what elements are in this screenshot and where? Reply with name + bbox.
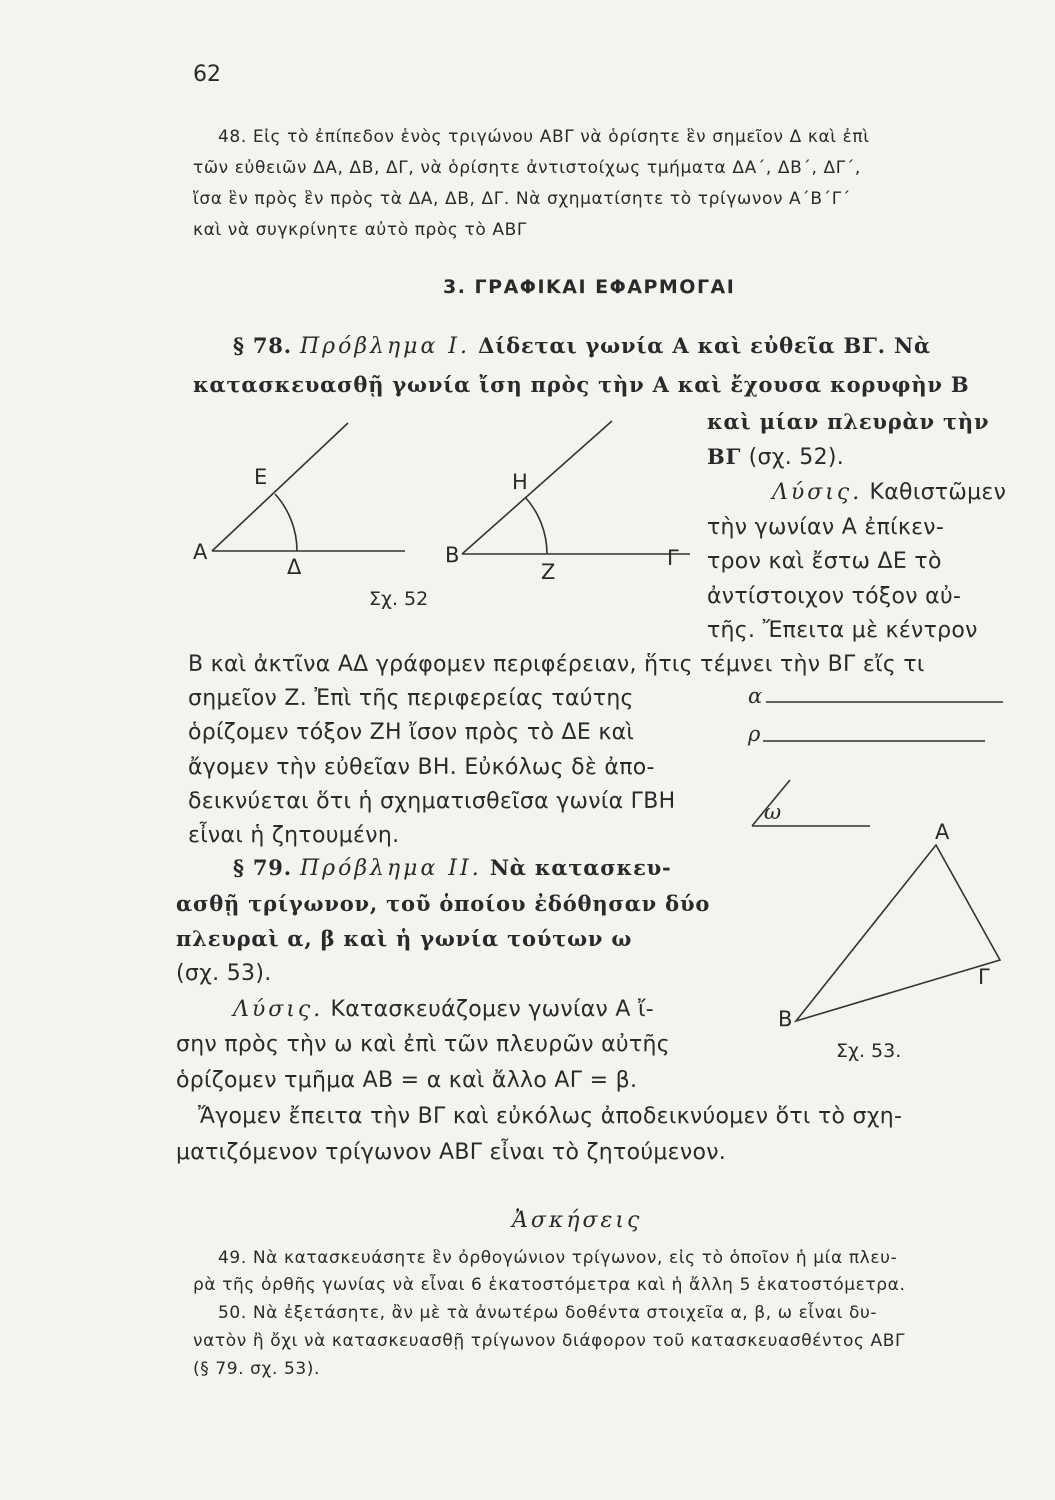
- exercise-line: 49. Νὰ κατασκευάσητε ἓν ὀρθογώνιον τρίγωνον, εἰς τὸ ὁποῖον ἡ μία πλευ-: [218, 1248, 898, 1268]
- figure-reference: (σχ. 53).: [176, 961, 272, 986]
- page-number: 62: [193, 62, 221, 87]
- solution-line: εἶναι ἡ ζητουμένη.: [188, 823, 400, 848]
- solution-line: ἄγομεν τὴν εὐθεῖαν ΒΗ. Εὐκόλως δὲ ἀπο-: [188, 755, 655, 780]
- exercise-line: νατὸν ἢ ὄχι νὰ κατασκευασθῇ τρίγωνον διάφορον τοῦ κατασκευασθέντος ΑΒΓ: [193, 1331, 906, 1351]
- exercise-line: (§ 79. σχ. 53).: [193, 1359, 321, 1379]
- solution-label: Λύσις.: [233, 997, 324, 1022]
- solution-line: τρον καὶ ἔστω ΔΕ τὸ: [707, 549, 942, 574]
- problem-statement-line: κατασκευασθῇ γωνία ἴση πρὸς τὴν Α καὶ ἔχουσα κορυφὴν Β: [193, 372, 970, 397]
- exercise-line: ρὰ τῆς ὀρθῆς γωνίας νὰ εἶναι 6 ἑκατοστόμετρα καὶ ἡ ἄλλη 5 ἑκατοστόμετρα.: [193, 1275, 906, 1295]
- label-b: Β: [445, 543, 460, 567]
- solution-label: Λύσις.: [772, 480, 863, 505]
- exercise-48-line: 48. Εἰς τὸ ἐπίπεδον ἑνὸς τριγώνου ΑΒΓ νὰ ὁρίσητε ἓν σημεῖον Δ καὶ ἐπὶ: [218, 127, 870, 147]
- problem-statement-line: πλευραὶ α, β καὶ ἡ γωνία τούτων ω: [176, 926, 633, 951]
- problem-statement-line: καὶ μίαν πλευρὰν τὴν: [707, 409, 990, 434]
- exercise-48-line: καὶ νὰ συγκρίνητε αὐτὸ πρὸς τὸ ΑΒΓ: [193, 220, 527, 240]
- segment-label: ΒΓ: [707, 444, 742, 469]
- figure-reference: (σχ. 52).: [748, 445, 845, 470]
- solution-line: ὁρίζομεν τόξον ΖΗ ἴσον πρὸς τὸ ΔΕ καὶ: [188, 720, 635, 745]
- section-number: § 79.: [233, 855, 292, 880]
- figure-52-caption: Σχ. 52: [369, 588, 429, 610]
- exercises-title: Ἀσκήσεις: [512, 1208, 643, 1233]
- label-b: Β: [778, 1007, 793, 1031]
- label-omega: ω: [764, 800, 782, 824]
- problem-label: Πρόβλημα ΙΙ.: [299, 856, 482, 881]
- solution-line: Ἄγομεν ἔπειτα τὴν ΒΓ καὶ εὐκόλως ἀποδεικνύομεν ὅτι τὸ σχη-: [198, 1104, 903, 1129]
- solution-line: ὁρίζομεν τμῆμα ΑΒ = α καὶ ἄλλο ΑΓ = β.: [176, 1068, 638, 1093]
- solution-text: Καθιστῶμεν: [869, 480, 1007, 505]
- label-g: Γ: [667, 546, 679, 570]
- solution-line: τὴν γωνίαν Α ἐπίκεν-: [707, 515, 945, 540]
- triangle-abg: [796, 845, 1000, 1021]
- solution-line: δεικνύεται ὅτι ἡ σχηματισθεῖσα γωνία ΓΒΗ: [188, 789, 676, 814]
- solution-line: σην πρὸς τὴν ω καὶ ἐπὶ τῶν πλευρῶν αὐτῆς: [176, 1032, 670, 1057]
- label-a: Α: [935, 820, 950, 844]
- section-title: 3. ΓΡΑΦΙΚΑΙ ΕΦΑΡΜΟΓΑΙ: [443, 276, 736, 298]
- problem-statement: Νὰ κατασκευ-: [489, 855, 672, 880]
- section-number: § 78.: [233, 333, 292, 358]
- solution-line: Β καὶ ἀκτῖνα ΑΔ γράφομεν περιφέρειαν, ἥτις τέμνει τὴν ΒΓ εἴς τι: [188, 652, 925, 677]
- solution-line: ἀντίστοιχον τόξον αὐ-: [707, 584, 962, 609]
- label-alpha: α: [748, 684, 763, 708]
- label-rho: ρ: [748, 722, 761, 746]
- problem-label: Πρόβλημα Ι.: [299, 334, 470, 359]
- label-g: Γ: [978, 965, 990, 989]
- label-h: Η: [512, 470, 528, 494]
- exercise-48-line: ἴσα ἓν πρὸς ἓν πρὸς τὰ ΔΑ, ΔΒ, ΔΓ. Νὰ σχηματίσητε τὸ τρίγωνον Α΄Β΄Γ΄: [193, 189, 851, 209]
- exercise-48-line: τῶν εὐθειῶν ΔΑ, ΔΒ, ΔΓ, νὰ ὁρίσητε ἀντιστοίχως τμήματα ΔΑ΄, ΔΒ΄, ΔΓ΄,: [193, 158, 861, 178]
- solution-text: Κατασκευάζομεν γωνίαν Α ἴ-: [330, 997, 655, 1022]
- label-e: Ε: [254, 465, 268, 489]
- solution-line: ματιζόμενον τρίγωνον ΑΒΓ εἶναι τὸ ζητούμενον.: [176, 1140, 727, 1165]
- label-z: Ζ: [541, 560, 556, 584]
- problem-statement: Δίδεται γωνία Α καὶ εὐθεῖα ΒΓ. Νὰ: [478, 333, 931, 358]
- label-a: Α: [193, 540, 208, 564]
- problem-statement-line: ασθῇ τρίγωνον, τοῦ ὁποίου ἐδόθησαν δύο: [176, 891, 711, 916]
- label-d: Δ: [287, 555, 302, 579]
- figure-53-caption: Σχ. 53.: [836, 1040, 902, 1062]
- solution-line: τῆς. Ἔπειτα μὲ κέντρον: [707, 618, 978, 643]
- solution-line: σημεῖον Ζ. Ἐπὶ τῆς περιφερείας ταύτης: [188, 686, 634, 711]
- exercise-line: 50. Νὰ ἐξετάσητε, ἂν μὲ τὰ ἀνωτέρω δοθέντα στοιχεῖα α, β, ω εἶναι δυ-: [218, 1303, 878, 1323]
